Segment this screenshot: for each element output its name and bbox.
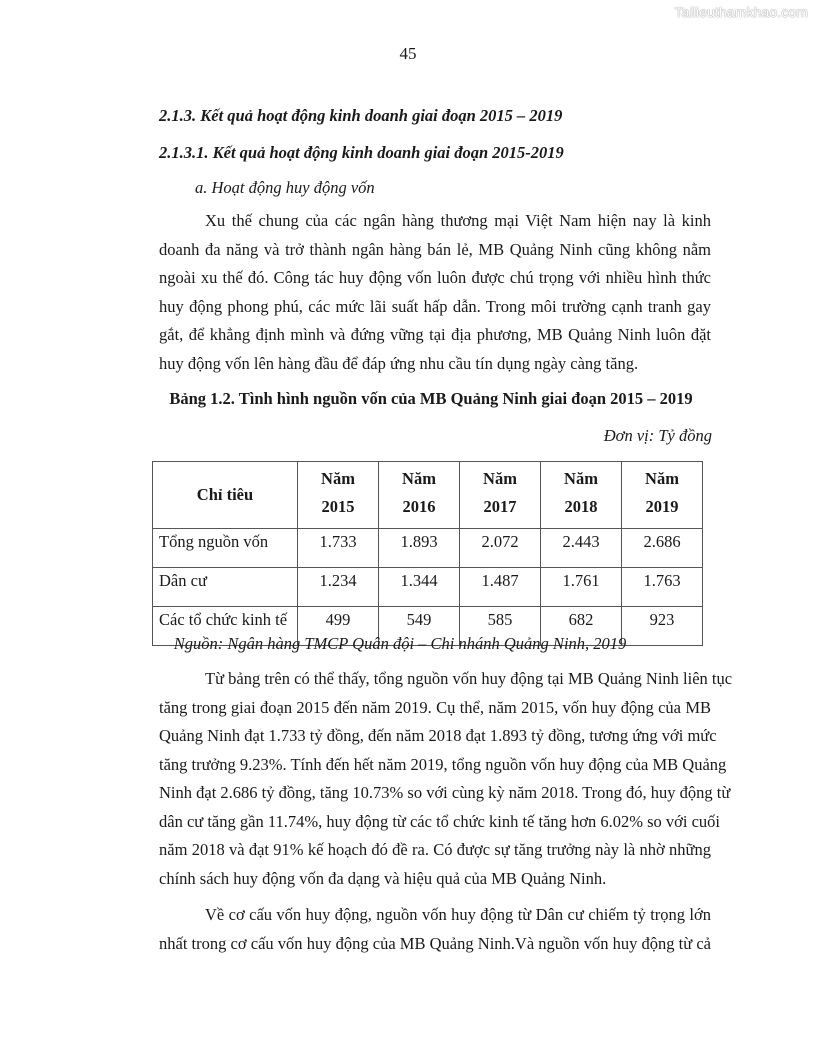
text-line: doanh đa năng và trở thành ngân hàng bán lẻ, MB Quảng Ninh cũng không nằm — [159, 239, 711, 259]
cell-value: 499 — [298, 607, 379, 646]
text-line: huy động phong phú, các mức lãi suất hấp dẫn. Trong môi trường cạnh tranh gay — [159, 296, 711, 316]
text-line: ngoài xu thế đó. Công tác huy động vốn luôn được chú trọng với nhiều hình thức — [159, 268, 711, 287]
text-line: Quảng Ninh đạt 1.733 tỷ đồng, đến năm 2018 đạt 1.893 tỷ đồng, tương ứng với mức — [159, 726, 717, 745]
table-row-total-capital — [153, 529, 703, 568]
table-unit: Đơn vị: Tỷ đồng — [603, 426, 712, 445]
text-line: năm 2018 và đạt 91% kế hoạch đó đề ra. Có được sự tăng trưởng này là nhờ những — [159, 840, 711, 859]
cell-value: 2.443 — [541, 529, 622, 568]
text-line: Ninh đạt 2.686 tỷ đồng, tăng 10.73% so với cùng kỳ năm 2018. Trong đó, huy động từ — [159, 783, 731, 802]
header-year: 2018 — [564, 497, 598, 516]
text-line: chính sách huy động vốn đa dạng và hiệu quả của MB Quảng Ninh. — [159, 868, 607, 888]
header-year-2015 — [298, 462, 379, 529]
table-row-residents — [153, 568, 703, 607]
header-year-2019 — [622, 462, 703, 529]
text-line: tăng trưởng 9.23%. Tính đến hết năm 2019, tổng nguồn vốn huy động của MB Quảng — [159, 754, 727, 774]
header-year-2016 — [379, 462, 460, 529]
cell-value: 1.487 — [460, 568, 541, 607]
cell-value: 549 — [379, 607, 460, 646]
cell-value: 1.893 — [379, 529, 460, 568]
cell-value: 923 — [622, 607, 703, 646]
capital-sources-table — [152, 461, 703, 646]
header-prefix: Năm — [402, 469, 436, 488]
text-line: huy động vốn lên hàng đầu để đáp ứng nhu cầu tín dụng ngày càng tăng. — [159, 353, 639, 373]
row-label: Các tổ chức kinh tế — [153, 607, 298, 646]
paragraph-capital-structure — [159, 901, 711, 958]
paragraph-capital-growth-analysis — [159, 665, 733, 893]
text-line: gắt, để khẳng định mình và đứng vững tại địa phương, MB Quảng Ninh luôn đặt — [159, 325, 711, 344]
header-prefix: Năm — [321, 469, 355, 488]
cell-value: 1.733 — [298, 529, 379, 568]
section-heading-2-1-3-1: 2.1.3.1. Kết quả hoạt động kinh doanh giai đoạn 2015-2019 — [159, 143, 564, 162]
watermark: Tailieuthamkhao.com — [674, 4, 808, 20]
row-label: Tổng nguồn vốn — [153, 529, 298, 568]
header-prefix: Năm — [483, 469, 517, 488]
section-heading-2-1-3: 2.1.3. Kết quả hoạt động kinh doanh giai đoạn 2015 – 2019 — [159, 106, 563, 125]
cell-value: 2.686 — [622, 529, 703, 568]
header-prefix: Năm — [564, 469, 598, 488]
cell-value: 585 — [460, 607, 541, 646]
header-prefix: Năm — [645, 469, 679, 488]
table-header-row — [153, 462, 703, 529]
cell-value: 2.072 — [460, 529, 541, 568]
cell-value: 1.234 — [298, 568, 379, 607]
header-year-2017 — [460, 462, 541, 529]
row-label: Dân cư — [153, 568, 298, 607]
text-line: Xu thế chung của các ngân hàng thương mại Việt Nam hiện nay là kinh — [205, 211, 711, 230]
subsection-heading-a: a. Hoạt động huy động vốn — [195, 178, 375, 197]
header-year: 2015 — [321, 497, 355, 516]
header-year: 2016 — [402, 497, 436, 516]
text-line: Từ bảng trên có thể thấy, tổng nguồn vốn huy động tại MB Quảng Ninh liên tục — [205, 669, 733, 688]
text-line: Về cơ cấu vốn huy động, nguồn vốn huy động từ Dân cư chiếm tỷ trọng lớn — [205, 905, 711, 924]
text-line: nhất trong cơ cấu vốn huy động của MB Quảng Ninh.Và nguồn vốn huy động từ cả — [159, 933, 711, 953]
page-number: 45 — [399, 44, 417, 63]
cell-value: 1.761 — [541, 568, 622, 607]
header-year: 2019 — [645, 497, 679, 516]
cell-value: 1.344 — [379, 568, 460, 607]
header-year-2018 — [541, 462, 622, 529]
header-year: 2017 — [483, 497, 517, 516]
paragraph-capital-mobilization-intro — [159, 207, 711, 378]
cell-value: 682 — [541, 607, 622, 646]
text-line: tăng trong giai đoạn 2015 đến năm 2019. Cụ thể, năm 2015, vốn huy động của MB — [159, 697, 711, 717]
table-caption: Bảng 1.2. Tình hình nguồn vốn của MB Quảng Ninh giai đoạn 2015 – 2019 — [169, 389, 693, 408]
cell-value: 1.763 — [622, 568, 703, 607]
table-source-note: Nguồn: Ngân hàng TMCP Quân đội – Chi nhánh Quảng Ninh, 2019 — [173, 634, 627, 653]
text-line: dân cư tăng gần 11.74%, huy động từ các tổ chức kinh tế tăng hơn 6.02% so với cuối — [159, 811, 721, 831]
header-indicator: Chỉ tiêu — [153, 462, 298, 529]
